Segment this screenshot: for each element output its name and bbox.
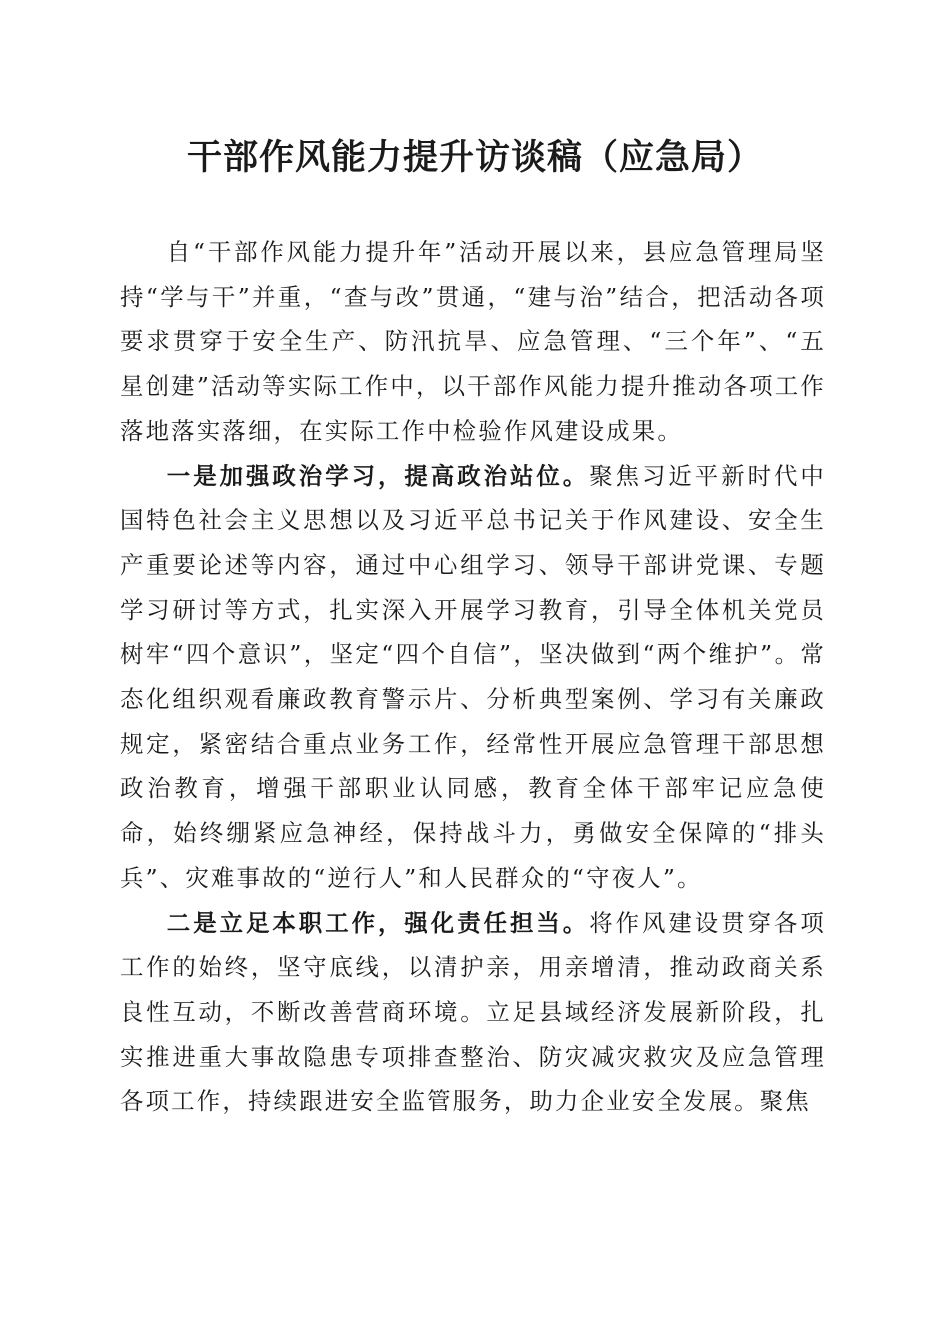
document-title: 干部作风能力提升访谈稿（应急局） xyxy=(186,137,763,178)
paragraph-political-study xyxy=(120,454,826,901)
paragraph-lead: 一是加强政治学习，提高政治站位。 xyxy=(166,461,590,490)
paragraph-lead: 二是立足本职工作，强化责任担当。 xyxy=(166,908,590,937)
paragraph-intro xyxy=(120,230,826,454)
document-body xyxy=(120,230,826,1124)
paragraph-text: 将作风建设贯穿各项工作的始终，坚守底线，以清护亲，用亲增清，推动政商关系良性互动，不断改善营商环境。立足县域经济发展新阶段，扎实推进重大事故隐患专项排查整治、防灾减灾救灾及应急管理各项工作，持续跟进安全监管服务，助力企业安全发展。聚焦 xyxy=(120,908,826,1116)
paragraph-text: 聚焦习近平新时代中国特色社会主义思想以及习近平总书记关于作风建设、安全生产重要论述等内容，通过中心组学习、领导干部讲党课、专题学习研讨等方式，扎实深入开展学习教育，引导全体机关党员树牢“四个意识”，坚定“四个自信”，坚决做到“两个维护”。常态化组织观看廉政教育警示片、分析典型案例、学习有关廉政规定，紧密结合重点业务工作，经常性开展应急管理干部思想政治教育，增强干部职业认同感，教育全体干部牢记应急使命，始终绷紧应急神经，保持战斗力，勇做安全保障的“排头兵”、灾难事故的“逆行人”和人民群众的“守夜人”。 xyxy=(120,461,826,892)
paragraph-text: 自“干部作风能力提升年”活动开展以来，县应急管理局坚持“学与干”并重，“查与改”贯通，“建与治”结合，把活动各项要求贯穿于安全生产、防汛抗旱、应急管理、“三个年”、“五星创建”活动等实际工作中，以干部作风能力提升推动各项工作落地落实落细，在实际工作中检验作风建设成果。 xyxy=(120,238,826,445)
paragraph-responsibility xyxy=(120,901,826,1125)
